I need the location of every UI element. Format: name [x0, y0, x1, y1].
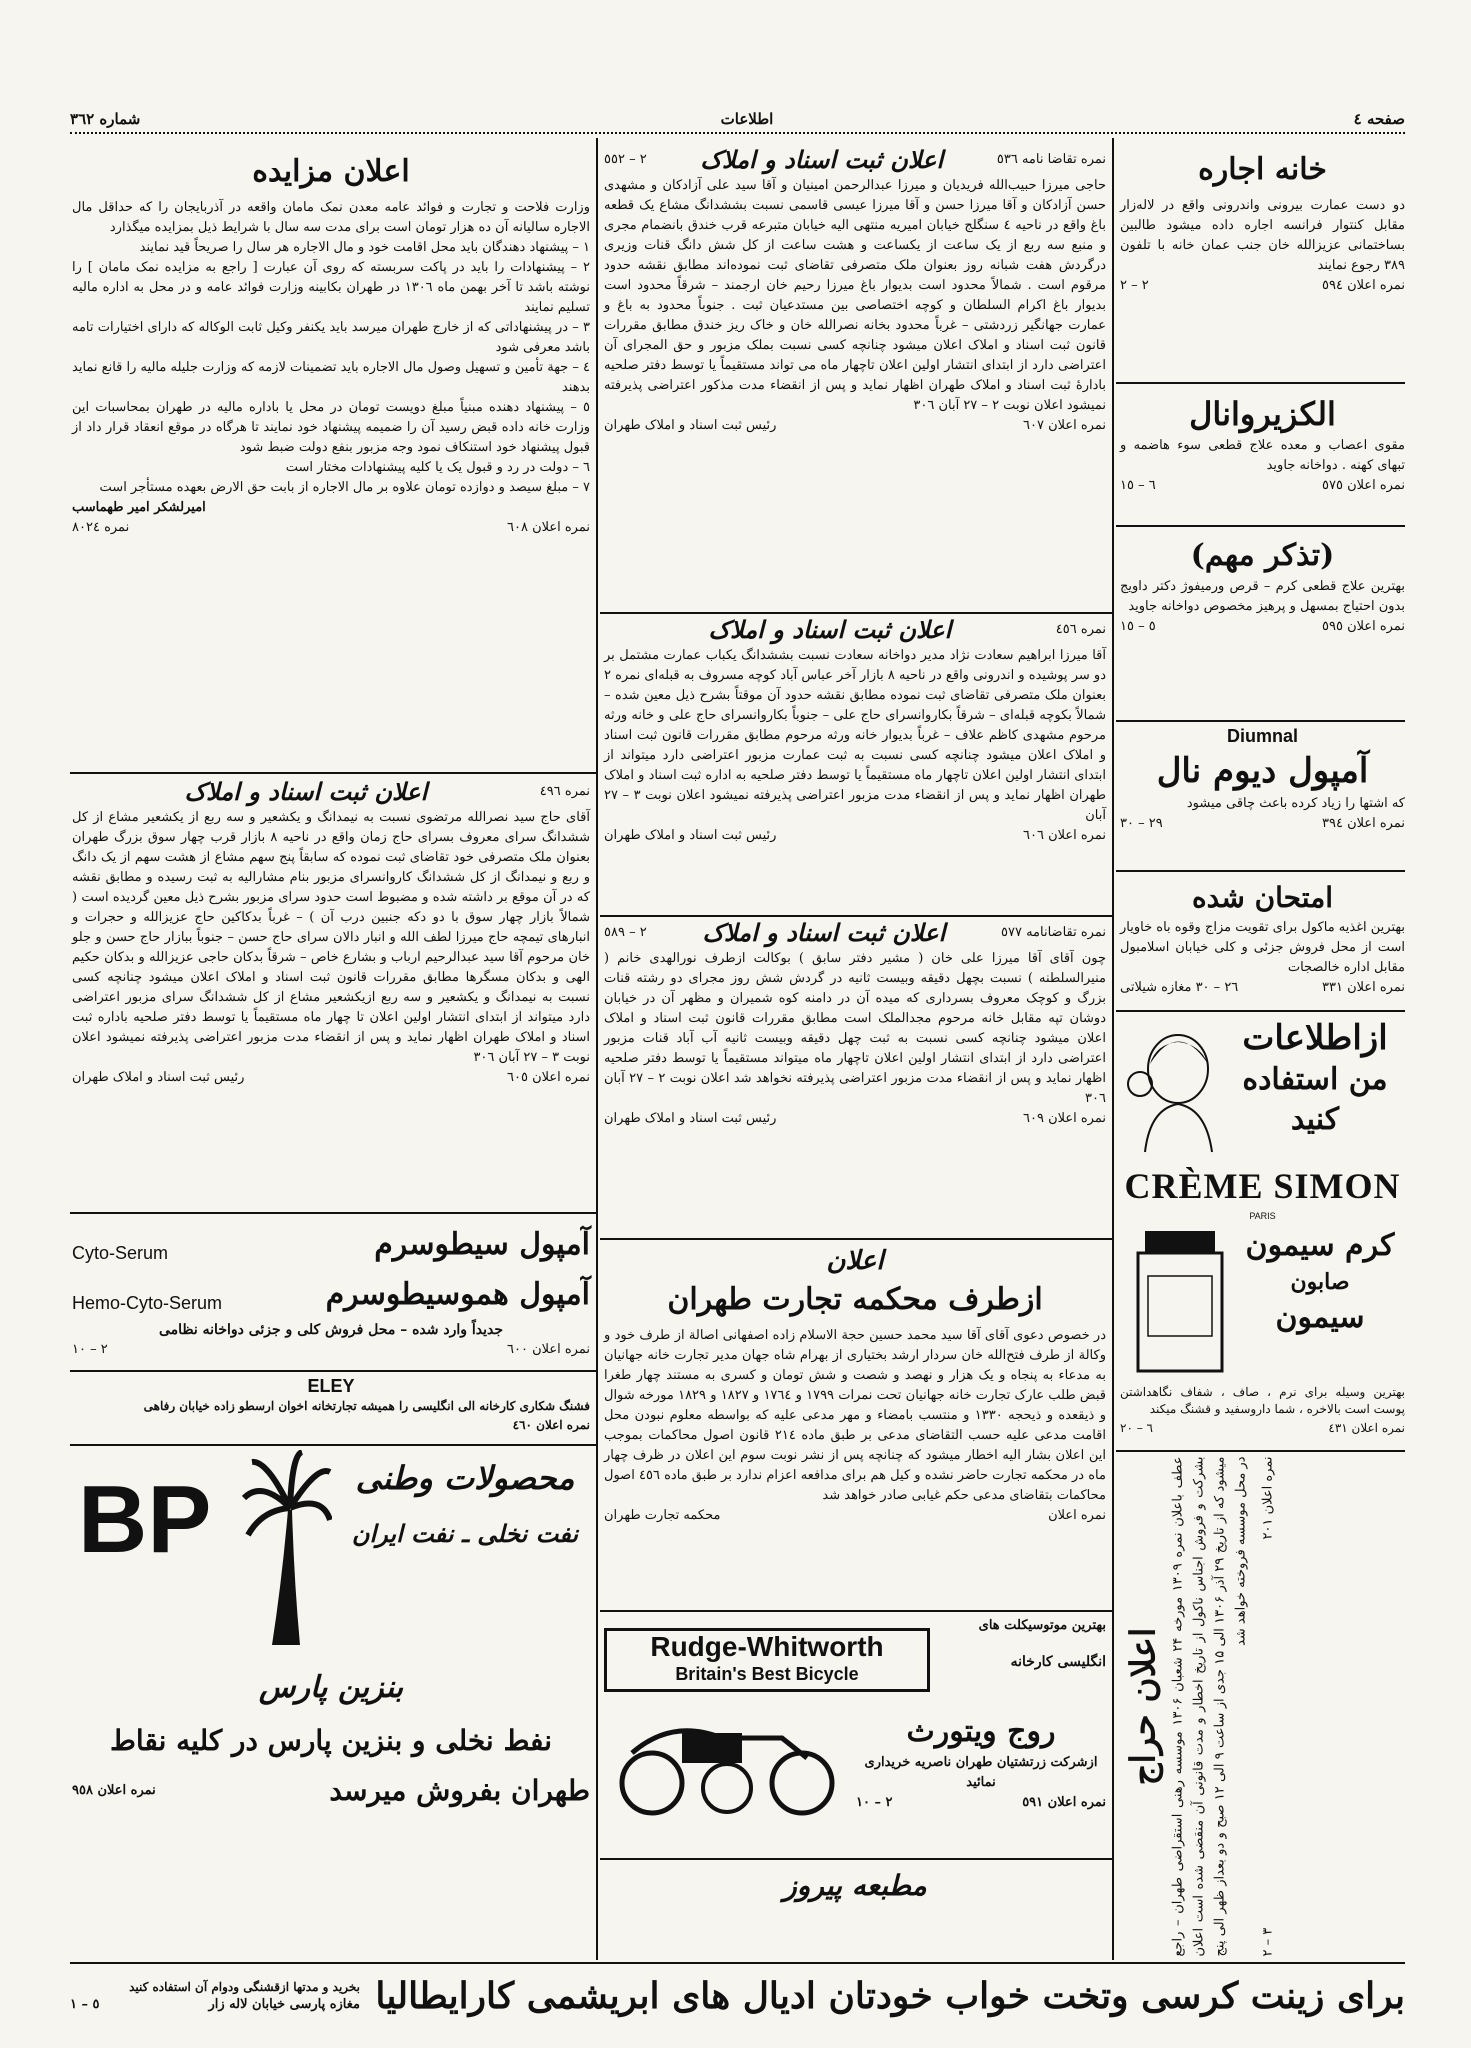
house-title: خانه اجاره [1198, 152, 1327, 187]
bottom-banner [70, 1966, 1405, 2026]
ad-number: نمره اعلان ٣٩٤ [1321, 816, 1405, 831]
ad-head: نمره تقاضانامه ٥٧٧ [1000, 925, 1106, 940]
ad-number: نمره اعلان ٢٠١ [1260, 1456, 1276, 1540]
ad-number: نمره اعلان ٥٩١ [1022, 1795, 1106, 1810]
diumnal-latin: Diumnal [1226, 726, 1298, 746]
creme-fa2: صابون [1290, 1269, 1350, 1295]
reg-body: چون آقای آقا میرزا علی خان ( مشیر دفتر سابق ) بوکالت ازطرف نورالهدی خانم ( منیرالسلطنه ) نسبت بچهل دقیقه وبیست ثانیه در گردش شش روز مجرای دو رشته قنات بزرگ و کوچک معروف بسرداری که میده آن در دامنه کوه شمیران و مظهر آن در خیابان دوشان تپه مقابل خانه مرحوم مجدالملک است مطابق مقررات قانون ثبت اسناد و املاک اعلان میشود چنانچه کسی نسبت به ثبت چهل دقیقه وبیست ثانیه آب آباد قنات مزبور اعتراضی دارد از ابتدای انتشار اولین اعلان تاچهار ماه میتواند مستقیماً یا توسط دفتر صلحیه اظهار نماید و پس از انقضاء مدت مزبور اعتراضی پذیرفته نخواهد شد اعلان نوبت ٢ – ٢٧ آبان ٣٠٦ [604, 951, 1107, 1106]
creme-body: بهترین وسیله برای نرم ، صاف ، شفاف نگاهداشتن پوست است بالاخره ، شما داروسفید و قشنگ میکند [1120, 1385, 1405, 1416]
ad-head: نمره ٤٥٦ [1055, 622, 1106, 637]
eley-title: ELEY [307, 1376, 355, 1396]
creme-brand: CRÈME SIMON [1124, 1166, 1401, 1206]
divider [70, 1444, 596, 1446]
ad-number: نمره اعلان ٥٩٤ [1321, 278, 1405, 293]
court-signature: محکمه تجارت طهران [604, 1508, 721, 1523]
creme-fa3: سیمون [1275, 1300, 1365, 1335]
cyto-body: جدیداً وارد شده – محل فروش کلی و جزئی دواخانه نظامی [158, 1322, 504, 1338]
reg-title: اعلان ثبت اسناد و املاک [708, 615, 952, 644]
ad-number: نمره اعلان ٥٧٥ [1321, 478, 1405, 493]
cyto-fa-2: آمپول هموسیطوسرم [325, 1277, 590, 1312]
divider [1116, 870, 1405, 872]
registration-ad-1 [604, 145, 1106, 436]
auction-intro: وزارت فلاحت و تجارت و فوائد عامه معدن نمک مامان واقعه در آذربایجان را که حداقل مال الاجاره سالیانه آن ده هزار تومان است برای مدت سه سال با شرایط ذیل بمزایده میگذارد [72, 200, 590, 235]
ad-number: نمره اعلان ٦٠٦ [1022, 828, 1106, 843]
reg-signature: رئیس ثبت اسناد و املاک طهران [604, 418, 777, 433]
bp-headline: محصولات وطنی [355, 1459, 575, 1497]
ad-number: نمره اعلان ٣٣١ [1321, 980, 1405, 995]
ad-code: ٢ – ٥٥٢ [604, 152, 647, 167]
alcohol-title: الکزیروانال [1189, 395, 1336, 433]
ad-number: نمره اعلان ٦٠٧ [1022, 418, 1106, 433]
rudge-maker: انگلیسی کارخانه [1010, 1654, 1106, 1670]
auction-item: ٤ – جهة تأمین و تسهیل وصول مال الاجاره باید تضمینات لازمه که وزارت جلیله مالیه را قانع نماید بدهند [72, 360, 590, 395]
creme-paris: PARIS [1249, 1211, 1276, 1221]
reminder-title: (تذکر مهم) [1190, 538, 1335, 573]
bp-ad [72, 1450, 590, 1862]
auction-item: ٧ – مبلغ سیصد و دوازده تومان علاوه بر مال الاجاره از بابت حق الارض بعهده مستأجر است [99, 480, 590, 495]
reg-title: اعلان ثبت اسناد و املاک [702, 918, 946, 947]
ad-head: نمره تقاضا نامه ٥٣٦ [996, 152, 1106, 167]
creme-fa1: کرم سیمون [1245, 1228, 1395, 1263]
divider [1116, 525, 1405, 527]
issue-number: شماره ٣٦٢ [70, 110, 141, 128]
divider [600, 1610, 1112, 1612]
registration-ad-3 [604, 918, 1107, 1129]
auction-item: ١ – پیشنهاد دهندگان باید محل اقامت خود و مال الاجاره هر سال را صریحاً قید نمایند [139, 240, 590, 255]
diumnal-ad [1120, 724, 1405, 834]
banner-side-2: مغازه پارسی خیابان لاله زار [208, 1997, 360, 2012]
divider [600, 1858, 1112, 1860]
divider [70, 1212, 596, 1214]
cyto-latin-1: Cyto-Serum [72, 1243, 169, 1263]
ad-sub: ٣ – ٢ [1260, 1927, 1276, 1956]
divider [1116, 1010, 1405, 1012]
page-number: صفحه ٤ [1353, 110, 1405, 128]
press-ad [604, 1866, 1106, 1906]
auction-item: ٥ – پیشنهاد دهنده مبنیاً مبلغ دویست تومان در محل یا باداره مالیه در طهران بمحاسبات این وزارت خانه داده قبض رسید آن را ضمیمه پیشنهاد خود نمایند تا هرگاه در موقع انعقاد قرار داد از قبول پیشنهاد خود استنکاف نمود وجه مزبور بنفع دولت ضبط شود [72, 400, 590, 455]
reg-body: آقا میرزا ابراهیم سعادت نژاد مدیر دواخانه سعادت نسبت بششدانگ یکباب عمارت مشتمل بر دو سر پوشیده و اندرونی واقع در ناحیه ٨ بازار آخر عباس آباد کوچه مسروف به قبله‌ای نمره ٢ بعنوان ملک متصرفی تقاضای ثبت نموده مطابق نقشه حدود آن موقتاً بشرح ذیل معین شده – شمالاً بکوچه قبله‌ای – شرقاً بکاروانسرای حاج علی – جنوباً بکاروانسرای حاج علی و خانه ورثه مرحوم مشهدی کاظم علاف – غرباً بدیوار خانه ورثه مرحوم مطابق مقررات قانون ثبت اسناد و املاک اعلان میشود چنانچه کسی نسبت به ثبت عمارت مزبور اعتراضی دارد میتواند از ابتدای انتشار اولین اعلان تاچهار ماه مستقیماً یا توسط دفتر صلحیه به اداره ثبت اسناد و املاک طهران اظهار نماید و پس از انقضاء مدت مزبور اعتراضی پذیرفته نمیشود اعلان نوبت ٣ – ٢٧ آبان [604, 648, 1107, 823]
notice-title: اعلان حراج [1123, 1627, 1164, 1786]
court-subtitle: ازطرف محکمه تجارت طهران [667, 1282, 1043, 1317]
alcohol-body: مقوی اعصاب و معده علاج قطعی سوء هاضمه و تبهای کهنه . دواخانه جاوید [1120, 438, 1405, 473]
reg-signature: رئیس ثبت اسناد و املاک طهران [604, 1111, 777, 1126]
woman-portrait-illustration [1120, 1024, 1230, 1154]
court-notice [604, 1244, 1106, 1526]
column-divider [1112, 138, 1114, 1960]
reg-signature: رئیس ثبت اسناد و املاک طهران [604, 828, 777, 843]
motorcycle-illustration [612, 1698, 842, 1818]
eley-ad [72, 1374, 590, 1435]
banner-side-1: بخرید و مدتها ازقشنگی ودوام آن استفاده کنید [129, 1980, 360, 1994]
bp-subline: نفت نخلی ـ نفت ایران [351, 1519, 579, 1548]
ad-sub: ٦ – ٢٠ [1120, 1421, 1153, 1435]
diumnal-body: که اشتها را زیاد کرده باعث چاقی میشود [1186, 796, 1405, 811]
court-title: اعلان [826, 1246, 884, 1276]
divider [1116, 720, 1405, 722]
cyto-latin-2: Hemo-Cyto-Serum [72, 1293, 223, 1313]
ad-sub: ٢ – ٢ [1120, 278, 1149, 293]
auction-item: ٦ – دولت در رد و قبول یک یا کلیه پیشنهادات مختار است [285, 460, 590, 475]
rudge-fa: روج ویتورث [906, 1714, 1056, 1749]
reminder-body: بهترین علاج قطعی کرم – قرص ورمیفوژ دکتر داویج بدون احتیاج بمسهل و پرهیز مخصوص دواخانه جاوید [1120, 579, 1405, 614]
diumnal-title: آمپول دیوم نال [1156, 751, 1369, 791]
newspaper-name: اطلاعات [720, 110, 774, 128]
ad-number: نمره اعلان [1048, 1508, 1106, 1523]
divider [1116, 382, 1405, 384]
rudge-body: ازشرکت زرتشتیان طهران ناصریه خریداری نمائید [864, 1755, 1098, 1790]
auction-item: ٣ – در پیشنهاداتی که از خارج طهران میرسد باید یکنفر وکیل ثابت الوکاله که دارای اختیارات تامه باشد معرفی شود [72, 320, 590, 355]
eley-body: فشنگ شکاری کارخانه الی انگلیسی را همیشه تجارتخانه اخوان ارسطو زاده خیابان رفاهی [143, 1399, 590, 1413]
creme-head3: کنید [1290, 1102, 1340, 1137]
reg-title: اعلان ثبت اسناد و املاک [700, 145, 944, 174]
divider [1116, 1450, 1405, 1452]
ad-number: نمره اعلان ٦٠٠ [506, 1342, 590, 1357]
rudge-top: بهترین موتوسیکلت های [978, 1618, 1106, 1633]
creme-simon-ad [1120, 1016, 1405, 1448]
reg-body: آقای حاج سید نصرالله مرتضوی نسبت به نیمدانگ و یکشعیر و سه ربع از یکشعیر مشاع از کل ششدانگ سرای معروف بسرای حاج زمان واقع در ناحیه ٨ بازار قرب چهار سوق بزرگ طهران بعنوان ملک متصرفی خود تقاضای ثبت نموده که سابقاً پنج سهم مشاع از هشت سهم از یک دانگ و ربع و نیمدانگ از کل ششدانگ کاروانسرای مزبور بنام مشارالیه به ثبت رسیده و مطابق نقشه که در آن موقع بر داشته شده و مضبوط است حدود سرای مزبور بشرح ذیل معین گردیده است ( شمالاً بازار چهار سوق با دو دکه جنبین درب آن ) – غرباً بدکاکین حاج عزیزالله و حجرات و انبارهای تیمچه حاج میرزا لطف الله و انبار دالان سرای حاج حسن – جنوباً ببازار حاج حسن و جلو خان مرحوم آقا سید عبدالرحیم ارباب و بشارع خاص – شرقاً بدکان حاجی عزیزالله و بدکان حکیم الهی و بدکان مسگرها مطابق مقررات قانون ثبت اسناد و املاک اعلان میشود چنانچه کسی نسبت به نیمدانگ و یکشعیر و سه ربع ازیکشعیر مشاع از کل ششدانگ سرای مزبور اعتراضی دارد میتواند از ابتدای انتشار اولین اعلان تا چهار ماه مستقیماً یا توسط دفتر صلحیه باداره ثبت اسناد و املاک طهران اظهار نماید و پس از انقضاء مدت مزبور اعتراضی پذیرفته نمیشود اعلان نوبت ٣ – ٢٧ آبان ٣٠٦ [72, 810, 590, 1065]
registration-ad-2 [604, 615, 1107, 846]
auction-signature: امیرلشکر امیر طهماسب [72, 500, 206, 515]
registration-ad-4 [72, 777, 590, 1088]
court-body: در خصوص دعوی آقای آقا سید محمد حسین حجة الاسلام زاده اصفهانی اصالة از طرف خود و وکالة از طرف فتح‌الله خان سردار ارشد بختیاری از بهرام شاه جهان مدیر تجارت خانه جهانیان به مدعاء به پنجاه و یک هزار و نهصد و شصت و شش تومان و کسری به مستند چهار طغرا قبض طلب عارک تجارت خانه جهانیان تحت نمرات ١٧٩٩ و ١٧٦٤ و ١٨٢٧ و ١٨٢٩ مورخه شوال و ذیقعده و ذیحجه ١٣٣٠ و منتسب بامضاء و مهر مدعی علیه که بواسطه معلوم نبودن محل اقامت مدعی علیه حسب التقاضای مدعی بر طبق ماده ٢١٤ قانون اصول محاکمات بموجب این اعلان بشار الیه اخطار میشود که چنانچه پس از نشر نوبت سوم این اعلان در ظرف چهار ماه در محکمه تجارت حاضر نشده و کیل هم برای مدافعه اعزام ندارد بر طبق ماده ٤٥٦ اصول محاکمات بتقاضای مدعی حکم غیابی صادر خواهد شد [604, 1328, 1106, 1503]
bp-line1: نفط نخلی و بنزین پارس در کلیه نقاط [109, 1724, 553, 1757]
creme-head1: ازاطلاعات [1242, 1018, 1388, 1058]
ad-number: نمره اعلان ٦٠٨ [506, 520, 590, 535]
divider [70, 772, 596, 774]
cream-jar-illustration [1130, 1226, 1230, 1376]
reg-body: حاجی میرزا حبیب‌الله فریدیان و میرزا عبدالرحمن امینیان و آقا سید علی آزادکان و مشهدی حسن آزادکان و آقا میرزا حسن و آقا میرزا عیسی قاسمی نسبت بششدانگ مشاع یک قطعه باغ واقع در ناحیه ٤ سنگلج خیابان امیریه منتهی الیه خیابان متبرعه قرب خندق بانضمام مجری و منبع سه ربع از یک ساعت از یکساعت و هشت ساعت از کل شش دانگ قنات وزیری درگردش هفت شبانه روز بعنوان ملک متصرفی تقاضای ثبت نموده‌اند مطابق نقشه حدود مرقوم است . شمالاً محدود است بدیوار باغ میرزا رحیم خان ارجمند – شرقاً محدود است بدیوار باغ اکرام السلطان و کوچه اختصاصی بین مستدعیان ثبت . جنوباً محدود به باغ و عمارت جهانگیر زردشتی – غرباً محدود بخانه نصرالله خان و خاک ریز خندق مطابق مقررات قانون ثبت اسناد و املاک اعلان میشود چنانچه کسی نسبت بملک مزبور و حق المجرای آن اعتراضی دارد از ابتدای انتشار اولین اعلان تاچهار ماه می تواند مستقیماً یا توسط دفتر صلحیه بادارهٔ ثبت اسناد و املاک طهران اظهار نماید و پس از انقضاء مدت مذکور اعتراضی پذیرفته نمیشود اعلان نوبت ٢ – ٢٧ آبان ٣٠٦ [604, 178, 1106, 413]
ad-sub: ٢ – ١٠ [72, 1342, 108, 1357]
press-title: مطبعه پیروز [783, 1869, 927, 1902]
ad-sub: ٢ – ١٠ [856, 1795, 893, 1810]
ad-sub: ٦ – ١٥ [1120, 478, 1156, 493]
palm-tree-icon [242, 1450, 332, 1650]
ad-sub: ٥ – ١٥ [1120, 619, 1156, 634]
exam-title: امتحان شده [1192, 881, 1333, 914]
page-header [70, 108, 1405, 130]
notice-body: عطف باعلان نمره ۱۳۰۹ مورخه ۲۴ شعبان ۱۳۰۶ موسسه رهنی استقراضی طهران – راجع بشرکت و فروش اجناس ناکول از تاریخ اخطار و مدت قانونی آن منقضی شده است اعلان میشود که از تاریخ ۲۹ آذر ۱۳۰۶ الی ۱۵ جدی از ساعت ۹ الی ۱۲ صبح و دو بعداز ظهر الی پنج در محل موسسه فروخته خواهد شد [1170, 1456, 1249, 1956]
ad-code: ٢ – ٥٨٩ [604, 925, 647, 940]
ad-sub: ٢٦ – ٣٠ مغازه شیلاتی [1120, 980, 1239, 995]
banner-side-3: ٥ – ١ [70, 1997, 100, 2012]
divider [600, 1238, 1112, 1240]
house-ad [1120, 150, 1405, 296]
ad-number: نمره اعلان ٦٠٩ [1022, 1111, 1106, 1126]
ad-sub: نمره ٨٠٢٤ [72, 520, 130, 535]
banner-main: برای زینت کرسی وتخت خواب خودتان ادیال های ابریشمی کارایطالیا [375, 1975, 1405, 2017]
bp-benzin: بنزین پارس [258, 1670, 404, 1705]
cyto-serum-ad [72, 1220, 590, 1360]
exam-body: بهترین اغذیه ماکول برای تقویت مزاج وقوه باه خاویار است از محل فروش جزئی و کلی خیابان اسلامبول مقابل اداره خالصجات [1120, 920, 1405, 975]
reg-title: اعلان ثبت اسناد و املاک [184, 777, 428, 806]
auction-notice-rotated [1120, 1456, 1405, 1956]
ad-number: نمره اعلان ٤٦٠ [512, 1418, 590, 1432]
bottom-rule [70, 1962, 1405, 1964]
cyto-fa-1: آمپول سیطوسرم [374, 1227, 590, 1262]
ad-number: نمره اعلان ٤٣١ [1328, 1421, 1405, 1435]
divider [70, 1370, 596, 1372]
reg-signature: رئیس ثبت اسناد و املاک طهران [72, 1070, 245, 1085]
ad-sub: ٢٩ – ٣٠ [1120, 816, 1163, 831]
rudge-whitworth-ad [604, 1616, 1106, 1858]
rudge-brand: Rudge-Whitworth [650, 1631, 884, 1662]
bp-line2: طهران بفروش میرسد [329, 1774, 590, 1807]
house-body: دو دست عمارت بیرونی واندرونی واقع در لاله‌زار مقابل کنتوار فرانسه اجاره داده میشود طالبین بساختمانی عزیزالله خان جنب عمان خانه با تلفون ۳۸۹ رجوع نمایند [1120, 198, 1405, 273]
auction-ad [72, 150, 590, 538]
alcohol-ad [1120, 392, 1405, 496]
auction-item: ٢ – پیشنهادات را باید در پاکت سربسته که روی آن عبارت [ راجع به مزایده نمک مامان ] را نوشته باشد تا آخر بهمن ماه ١٣٠٦ در طهران بکابینه وزارت فوائد عامه و در محل به اداره مالیه تسلیم نمایند [72, 260, 590, 315]
rudge-tagline: Britain's Best Bicycle [675, 1664, 859, 1684]
ad-number: نمره اعلان ٦٠٥ [506, 1070, 590, 1085]
divider [600, 915, 1112, 917]
ad-number: نمره اعلان ٥٩٥ [1321, 619, 1405, 634]
header-rule [70, 132, 1405, 134]
column-divider [596, 138, 598, 1960]
creme-head2: من استفاده [1242, 1062, 1388, 1097]
bp-logo: BP [78, 1466, 212, 1573]
exam-ad [1120, 878, 1405, 998]
divider [600, 612, 1112, 614]
reminder-ad [1120, 535, 1405, 637]
ad-head: نمره ٤٩٦ [539, 784, 590, 799]
auction-title: اعلان مزایده [252, 154, 410, 189]
ad-number: نمره اعلان ٩٥٨ [72, 1783, 156, 1798]
